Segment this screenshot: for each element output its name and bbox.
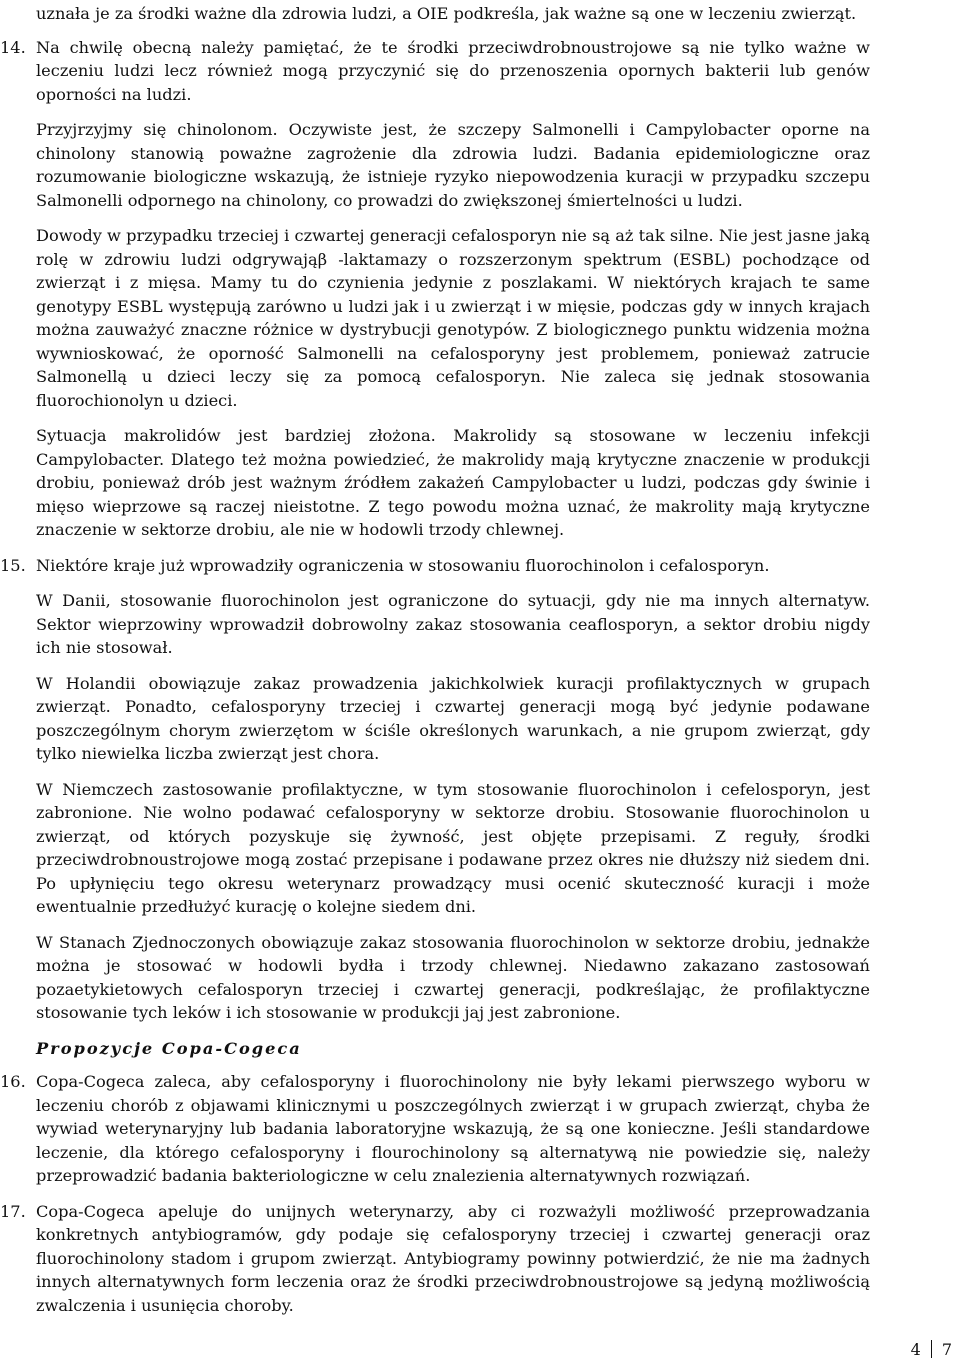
- item-16: [0, 1070, 870, 1188]
- page-total: 7: [941, 1340, 952, 1359]
- page-current: 4: [910, 1340, 921, 1359]
- item-text: Na chwilę obecną należy pamiętać, że te środki przeciwdrobnoustrojowe są nie tylko ważne w leczeniu ludzi lecz również mogą przyczynić się do przenoszenia opornych bakterii lub genów oporności na ludzi.: [36, 37, 870, 104]
- section-heading: Propozycje Copa-Cogeca: [36, 1038, 302, 1058]
- page-separator: [931, 1340, 932, 1358]
- item-14: [0, 36, 870, 107]
- paragraph-quinolones: Przyjrzyjmy się chinolonom. Oczywiste jest, że szczepy Salmonelli i Campylobacter oporne na chinolony stanowią poważne zagrożenie dla zdrowia ludzi. Badania epidemiologiczne oraz rozumowanie biologiczne wskazują, że istnieje ryzyko niepowodzenia kuracji w przypadku szczepu Salmonelli odpornego na chinolony, co prowadzi do zwiększonej śmiertelności u ludzi.: [36, 120, 870, 210]
- item-text: Copa-Cogeca apeluje do unijnych weterynarzy, aby ci rozważyli możliwość przeprowadzania konkretnych antybiogramów, gdy podaje się cefalosporyny trzeciej i czwartej generacji oraz fluorochinolony stadom i grupom zwierząt. Antybiogramy powinny potwierdzić, że nie ma żadnych innych alternatywnych form leczenia oraz że środki przeciwdrobnoustrojowe są jedyną możliwością zwalczenia i usunięcia choroby.: [36, 1201, 870, 1315]
- item-text: Niektóre kraje już wprowadziły ograniczenia w stosowaniu fluorochinolon i cefalosporyn.: [36, 555, 770, 575]
- item-15: [0, 554, 870, 578]
- paragraph-cephalosporins: Dowody w przypadku trzeciej i czwartej generacji cefalosporyn nie są aż tak silne. Nie jest jasne jaką rolę w zdrowiu ludzi odgrywająβ -laktamazy o rozszerzonym spektrum (ESBL) pochodzące od zwierząt i z mięsa. Mamy tu do czynienia jedynie z poszlakami. W niektórych krajach te same genotypy ESBL występują zarówno u ludzi jak i u zwierząt i w mięsie, podczas gdy w innych krajach można zauważyć znaczne różnice w dystrybucji genotypów. Z biologicznego punktu widzenia można wywnioskować, że oporność Salmonelli na cefalosporyny jest problemem, ponieważ zatrucie Salmonellą u dzieci leczy się za pomocą cefalosporyn. Nie zaleca się jednak stosowania fluorochionolyn u dzieci.: [36, 226, 870, 410]
- paragraph-denmark: W Danii, stosowanie fluorochinolon jest ograniczone do sytuacji, gdy nie ma innych alternatyw. Sektor wieprzowiny wprowadził dobrowolny zakaz stosowania ceaflosporyn, a sektor drobiu nigdy ich nie stosował.: [36, 591, 870, 657]
- item-number: 14.: [0, 37, 26, 57]
- paragraph-netherlands: W Holandii obowiązuje zakaz prowadzenia jakichkolwiek kuracji profilaktycznych w grupach zwierząt. Ponadto, cefalosporyny trzeciej i czwartej generacji mogą być jedynie podawane poszczególnym chorym zwierzętom w ściśle określonych warunkach, a nie grupom zwierząt, gdy tylko niewielka liczba zwierząt jest chora.: [36, 673, 870, 763]
- paragraph-germany: W Niemczech zastosowanie profilaktyczne, w tym stosowanie fluorochinolon i cefelosporyn, jest zabronione. Nie wolno podawać cefalosporyny w sektorze drobiu. Stosowanie fluorochinolon u zwierząt, od których pozyskuje się żywność, jest objęte przepisami. Z reguły, środki przeciwdrobnoustrojowe mogą zostać przepisane i podawane przez okres nie dłuższy niż siedem dni. Po upłynięciu tego okresu weterynarz prowadzący musi ocenić skuteczność kuracji i może ewentualnie przedłużyć kurację o kolejne siedem dni.: [36, 779, 870, 916]
- item-number: 15.: [0, 555, 26, 575]
- item-17: [0, 1200, 870, 1318]
- page-number: [911, 1340, 952, 1360]
- paragraph-usa: W Stanach Zjednoczonych obowiązuje zakaz stosowania fluorochinolon w sektorze drobiu, jednakże można je stosować w hodowli bydła i trzody chlewnej. Niedawno zakazano zastosowań pozaetykietowych cefalosporyn trzeciej i czwartej generacji, podkreślając, że profilaktyczne stosowanie tych leków i ich stosowanie w produkcji jaj jest zabronione.: [36, 932, 870, 1022]
- paragraph-13-tail: uznała je za środki ważne dla zdrowia ludzi, a OIE podkreśla, jak ważne są one w leczeniu zwierząt.: [36, 4, 857, 23]
- item-text: Copa-Cogeca zaleca, aby cefalosporyny i fluorochinolony nie były lekami pierwszego wyboru w leczeniu chorób z objawami klinicznymi u poszczególnych zwierząt i w grupach zwierząt, chyba że wywiad weterynaryjny lub badania laboratoryjne wskazują, że są one konieczne. Jeśli standardowe leczenie, dla którego cefalosporyny i flourochinolony są alternatywą nie powiedzie się, należy przeprowadzić badania bakteriologiczne w celu znalezienia alternatywnych rozwiązań.: [36, 1072, 870, 1185]
- item-number: 17.: [0, 1201, 26, 1221]
- item-number: 16.: [0, 1072, 26, 1091]
- paragraph-macrolides: Sytuacja makrolidów jest bardziej złożona. Makrolidy są stosowane w leczeniu infekcji Campylobacter. Dlatego też można powiedzieć, że makrolidy mają krytyczne znaczenie w produkcji drobiu, ponieważ drób jest ważnym źródłem zakażeń Campylobacter u ludzi, podczas gdy świnie i mięso wieprzowe są raczej nieistotne. Z tego powodu można uznać, że makrolity mają krytyczne znaczenie w sektorze drobiu, ale nie w hodowli trzody chlewnej.: [36, 426, 870, 539]
